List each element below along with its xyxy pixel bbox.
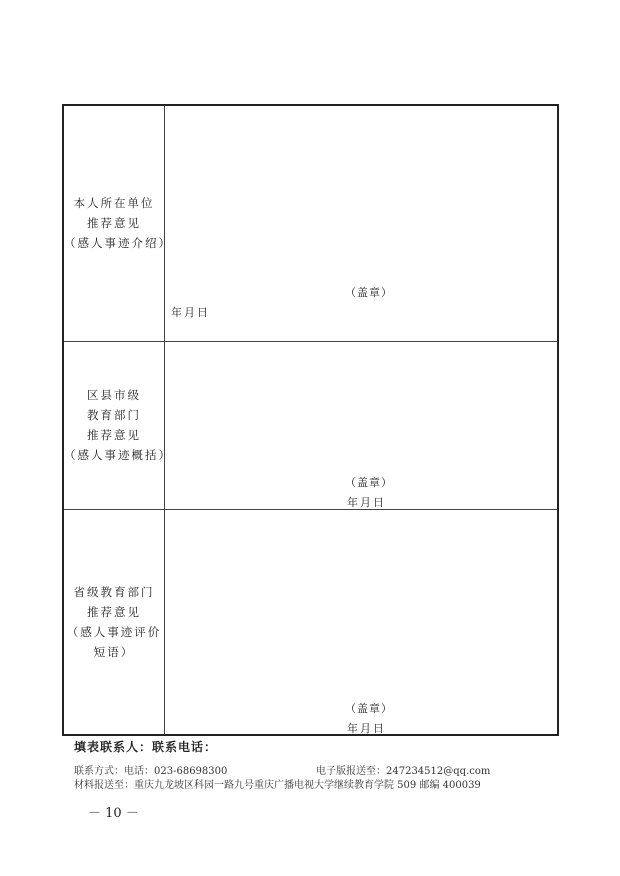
date-text: 年月日 bbox=[171, 306, 210, 319]
label-line: 本人所在单位 bbox=[73, 196, 155, 211]
content-province-recommendation[interactable] bbox=[165, 509, 559, 735]
label-district-recommendation bbox=[63, 341, 172, 509]
content-unit-recommendation[interactable] bbox=[165, 105, 559, 341]
seal-text: （盖章） bbox=[345, 701, 393, 715]
date-text: 年月日 bbox=[347, 495, 386, 509]
label-line: （感人事迹评价 bbox=[66, 624, 162, 639]
seal-text: （盖章） bbox=[345, 286, 393, 299]
contact-address: 材料报送至：重庆九龙坡区科园一路九号重庆广播电视大学继续教育学院 509 邮编 400039 bbox=[74, 780, 481, 791]
page-number: － 10 － bbox=[88, 806, 139, 821]
row-province-recommendation bbox=[63, 509, 558, 735]
date-text: 年月日 bbox=[347, 721, 386, 735]
label-line: （感人事迹介绍） bbox=[64, 236, 172, 251]
label-line: 教育部门 bbox=[87, 408, 141, 422]
contact-email: 电子版报送至：247234512@qq.com bbox=[316, 766, 491, 777]
content-district-recommendation[interactable] bbox=[165, 341, 559, 509]
seal-text: （盖章） bbox=[345, 475, 393, 489]
row-unit-recommendation bbox=[63, 105, 558, 341]
recommendation-form-table bbox=[62, 104, 559, 736]
footer-title: 填表联系人：联系电话： bbox=[74, 740, 218, 754]
label-line: （感人事迹概括） bbox=[64, 448, 172, 462]
label-province-recommendation bbox=[63, 509, 165, 735]
label-unit-recommendation bbox=[63, 105, 172, 341]
label-line: 省级教育部门 bbox=[73, 584, 155, 599]
row-district-recommendation bbox=[63, 341, 558, 509]
label-line: 短语） bbox=[93, 644, 135, 659]
label-line: 区县市级 bbox=[87, 388, 141, 402]
label-line: 推荐意见 bbox=[87, 604, 141, 619]
label-line: 推荐意见 bbox=[87, 428, 141, 442]
label-line: 推荐意见 bbox=[87, 216, 141, 231]
contact-phone: 联系方式：电话：023-68698300 bbox=[74, 766, 228, 777]
